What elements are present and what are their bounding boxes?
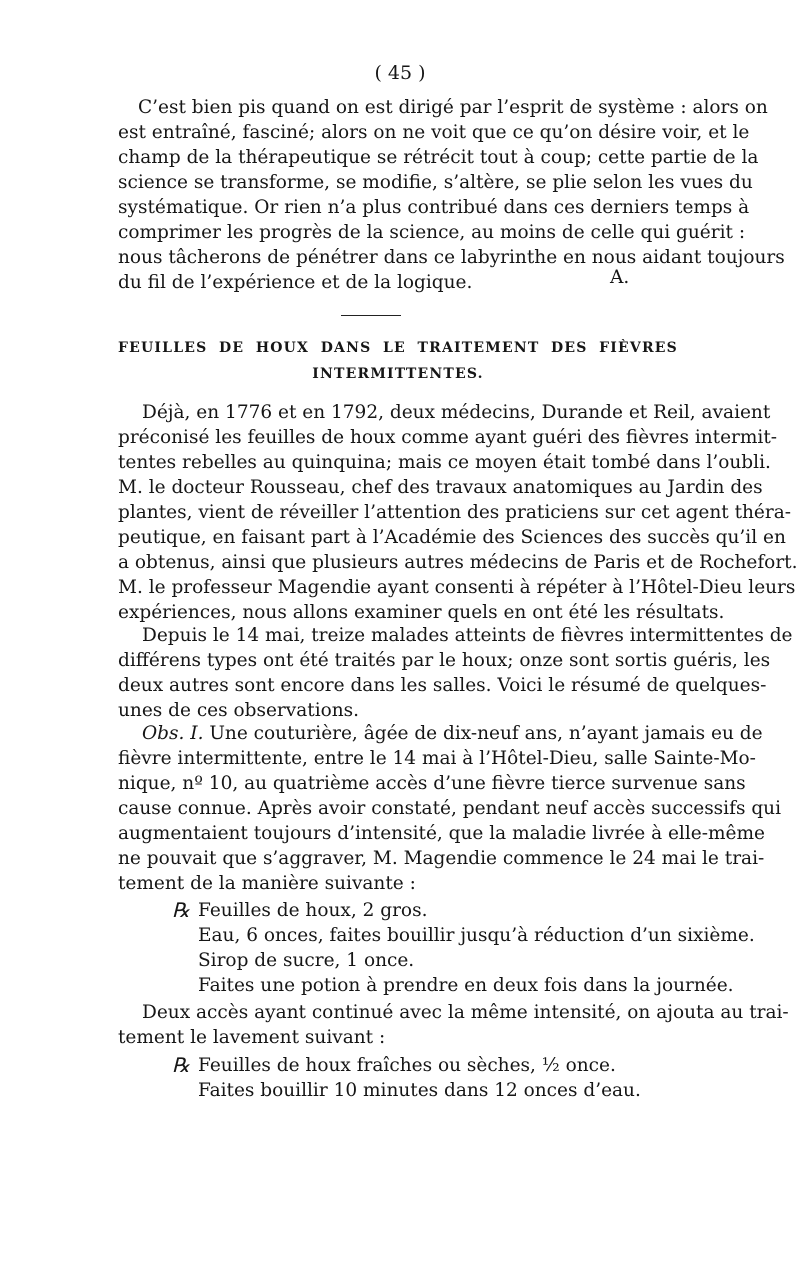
observation-label: Obs. I. [142,723,204,744]
recipe-symbol-icon: ℞ [172,898,190,922]
text-line: différens types ont été traités par le houx; onze sont sortis guéris, les [118,650,771,671]
text-line: science se transforme, se modifie, s’altère, se plie selon les vues du [118,172,753,193]
article-title-line-2: INTERMITTENTES. [312,366,484,382]
text-line: champ de la thérapeutique se rétrécit tout à coup; cette partie de la [118,147,759,168]
prescription-line: Feuilles de houx fraîches ou sèches, ½ once. [198,1055,616,1076]
prescription-line: Eau, 6 onces, faites bouillir jusqu’à réduction d’un sixième. [198,925,755,946]
section-divider [341,315,401,316]
recipe-symbol-icon: ℞ [172,1053,190,1077]
text-line: est entraîné, fasciné; alors on ne voit que ce qu’on désire voir, et le [118,122,750,143]
prescription-line: Faites bouillir 10 minutes dans 12 onces d’eau. [198,1080,641,1101]
text-line: tement le lavement suivant : [118,1027,386,1048]
text-line: du fil de l’expérience et de la logique. [118,272,473,293]
text-line: peutique, en faisant part à l’Académie des Sciences des succès qu’il en [118,527,786,548]
prescription-line: Feuilles de houx, 2 gros. [198,900,428,921]
text-line: augmentaient toujours d’intensité, que la maladie livrée à elle-même [118,823,765,844]
text-line: M. le professeur Magendie ayant consenti à répéter à l’Hôtel-Dieu leurs [118,577,796,598]
text-span: Une couturière, âgée de dix-neuf ans, n’ayant jamais eu de [203,723,763,744]
text-line: unes de ces observations. [118,700,360,721]
text-line: Déjà, en 1776 et en 1792, deux médecins, Durande et Reil, avaient [142,402,771,423]
author-signature: A. [610,267,630,288]
text-line: Depuis le 14 mai, treize malades atteints de fièvres intermittentes de [142,625,793,646]
text-line: C’est bien pis quand on est dirigé par l’esprit de système : alors on [138,97,768,118]
text-line: tement de la manière suivante : [118,873,416,894]
text-line: comprimer les progrès de la science, au moins de celle qui guérit : [118,222,746,243]
text-line: cause connue. Après avoir constaté, pendant neuf accès successifs qui [118,798,781,819]
page-number: ( 45 ) [374,62,426,84]
text-line: expériences, nous allons examiner quels en ont été les résultats. [118,602,725,623]
text-line: M. le docteur Rousseau, chef des travaux anatomiques au Jardin des [118,477,763,498]
text-line: a obtenus, ainsi que plusieurs autres médecins de Paris et de Rochefort. [118,552,798,573]
text-line: nique, nº 10, au quatrième accès d’une fièvre tierce survenue sans [118,773,746,794]
text-line: nous tâcherons de pénétrer dans ce labyrinthe en nous aidant toujours [118,247,785,268]
text-line [142,721,763,746]
text-line: plantes, vient de réveiller l’attention des praticiens sur cet agent théra- [118,502,791,523]
text-line: fièvre intermittente, entre le 14 mai à l’Hôtel-Dieu, salle Sainte-Mo- [118,748,756,769]
text-line: deux autres sont encore dans les salles. Voici le résumé de quelques- [118,675,767,696]
article-title-line-1: FEUILLES DE HOUX DANS LE TRAITEMENT DES FIÈVRES [118,340,678,356]
prescription-line: Faites une potion à prendre en deux fois dans la journée. [198,975,734,996]
prescription-line: Sirop de sucre, 1 once. [198,950,415,971]
text-line: ne pouvait que s’aggraver, M. Magendie commence le 24 mai le trai- [118,848,765,869]
text-line: Deux accès ayant continué avec la même intensité, on ajouta au trai- [142,1002,789,1023]
text-line: systématique. Or rien n’a plus contribué dans ces derniers temps à [118,197,750,218]
text-line: tentes rebelles au quinquina; mais ce moyen était tombé dans l’oubli. [118,452,771,473]
text-line: préconisé les feuilles de houx comme ayant guéri des fièvres intermit- [118,427,778,448]
